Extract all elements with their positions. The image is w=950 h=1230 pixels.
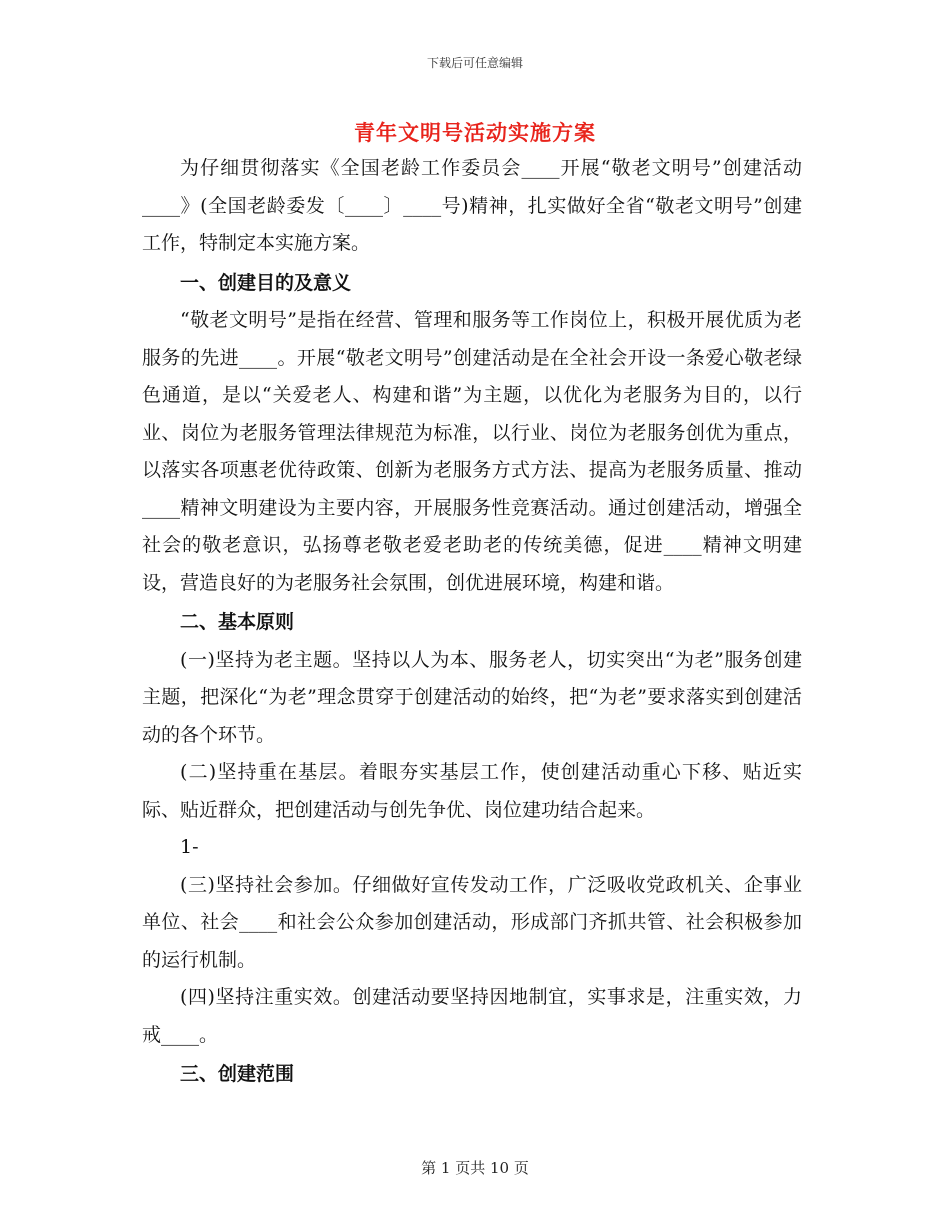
principle-1-paragraph: (一)坚持为老主题。坚持以人为本、服务老人，切实突出“为老”服务创建主题，把深化“为老”理念贯穿于创建活动的始终，把“为老”要求落实到创建活动的各个环节。 [142, 648, 802, 746]
purpose-paragraph: “敬老文明号”是指在经营、管理和服务等工作岗位上，积极开展优质为老服务的先进____。开展“敬老文明号”创建活动是在全社会开设一条爱心敬老绿色通道，是以“关爱老人、构建和谐”为主题，以优化为老服务为目的，以行业、岗位为老服务管理法律规范为标准，以行业、岗位为老服务创优为重点，以落实各项惠老优待政策、创新为老服务方式方法、提高为老服务质量、推动____精神文明建设为主要内容，开展服务性竞赛活动。通过创建活动，增强全社会的敬老意识，弘扬尊老敬老爱老助老的传统美德，促进____精神文明建设，营造良好的为老服务社会氛围，创优进展环境，构建和谐。 [142, 309, 802, 594]
principle-4-paragraph: (四)坚持注重实效。创建活动要坚持因地制宜，实事求是，注重实效，力戒____。 [142, 986, 802, 1046]
section-heading-purpose: 一、创建目的及意义 [180, 271, 352, 294]
section-heading-principles: 二、基本原则 [180, 611, 295, 633]
principle-2-paragraph: (二)坚持重在基层。着眼夯实基层工作，使创建活动重心下移、贴近实际、贴近群众，把创建活动与创先争优、岗位建功结合起来。 [142, 761, 802, 821]
section-heading-scope: 三、创建范围 [180, 1063, 295, 1085]
intro-paragraph: 为仔细贯彻落实《全国老龄工作委员会____开展“敬老文明号”创建活动____》(全国老龄委发〔____〕____号)精神，扎实做好全省“敬老文明号”创建工作，特制定本实施方案。 [142, 157, 802, 254]
header-note: 下载后可任意编辑 [426, 56, 523, 70]
page-footer: 第 1 页共 10 页 [421, 1159, 529, 1177]
principle-3-paragraph: (三)坚持社会参加。仔细做好宣传发动工作，广泛吸收党政机关、企事业单位、社会____和社会公众参加创建活动，形成部门齐抓共管、社会积极参加的运行机制。 [142, 873, 802, 971]
document-title: 青年文明号活动实施方案 [354, 120, 596, 145]
document-body [142, 150, 802, 1094]
page-marker: 1- [180, 836, 199, 858]
